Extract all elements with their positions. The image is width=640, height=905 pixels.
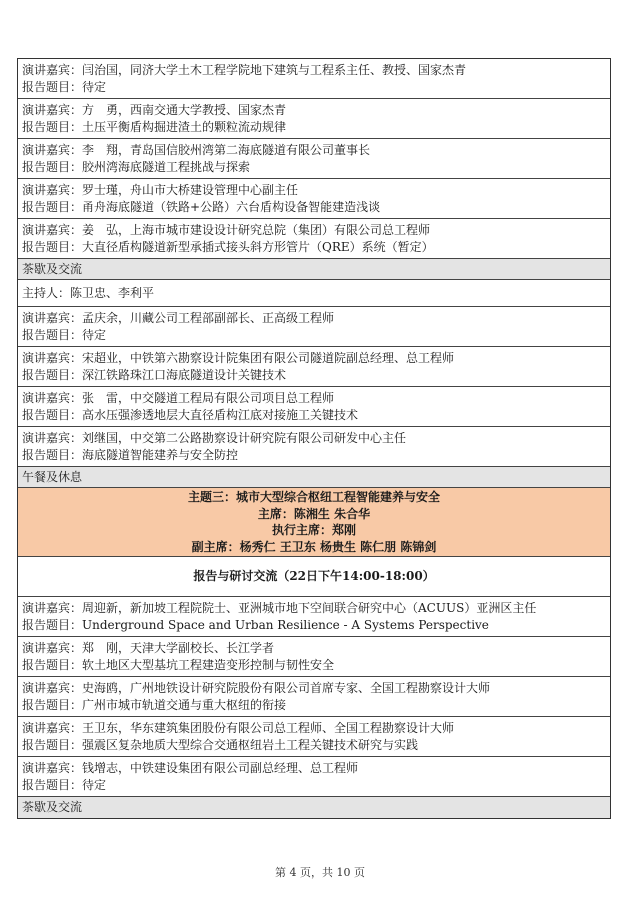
speaker-line <box>22 62 606 79</box>
topic-label: 报告题目： <box>22 240 83 254</box>
topic-label: 报告题目： <box>22 328 83 342</box>
speaker-row <box>18 597 610 637</box>
speaker-name: 方 勇，西南交通大学教授、国家杰青 <box>82 103 287 117</box>
topic-label: 报告题目： <box>22 448 83 462</box>
speaker-name: 史海鸥，广州地铁设计研究院股份有限公司首席专家、全国工程勘察设计大师 <box>82 681 491 695</box>
speaker-name: 钱增志，中铁建设集团有限公司副总经理、总工程师 <box>82 761 359 775</box>
topic-line <box>22 239 606 256</box>
break-label: 午餐及休息 <box>22 470 83 484</box>
theme-header <box>18 488 610 557</box>
speaker-row <box>18 717 610 757</box>
speaker-label: 演讲嘉宾： <box>22 391 83 405</box>
host-label: 主持人： <box>22 286 71 300</box>
topic-line <box>22 199 606 216</box>
topic-line <box>22 159 606 176</box>
topic-label: 报告题目： <box>22 698 83 712</box>
speaker-line <box>22 182 606 199</box>
speaker-name: 周迎新，新加坡工程院院士、亚洲城市地下空间联合研究中心（ACUUS）亚洲区主任 <box>82 601 537 615</box>
topic-label: 报告题目： <box>22 200 83 214</box>
speaker-label: 演讲嘉宾： <box>22 103 83 117</box>
theme-title: 主题三：城市大型综合枢纽工程智能建养与安全 <box>187 490 440 504</box>
vice-chair-line: 副主席：杨秀仁 王卫东 杨贵生 陈仁朋 陈锦剑 <box>191 539 437 554</box>
topic-line <box>22 737 606 754</box>
speaker-line <box>22 390 606 407</box>
topic-title: 深江铁路珠江口海底隧道设计关键技术 <box>82 368 287 382</box>
host-names: 陈卫忠、李利平 <box>70 286 155 300</box>
executive-chair-line: 执行主席：郑刚 <box>271 523 356 537</box>
speaker-name: 宋超业，中铁第六勘察设计院集团有限公司隧道院副总经理、总工程师 <box>82 351 455 365</box>
topic-title: 软土地区大型基坑工程建造变形控制与韧性安全 <box>82 658 335 672</box>
topic-line <box>22 697 606 714</box>
break-label: 茶歇及交流 <box>22 262 83 276</box>
break-row <box>18 797 610 818</box>
topic-label: 报告题目： <box>22 80 83 94</box>
topic-line <box>22 657 606 674</box>
speaker-name: 郑 刚，天津大学副校长、长江学者 <box>82 641 275 655</box>
speaker-name: 闫治国，同济大学土木工程学院地下建筑与工程系主任、教授、国家杰青 <box>82 63 467 77</box>
topic-line <box>22 367 606 384</box>
speaker-row <box>18 99 610 139</box>
speaker-name: 姜 弘，上海市城市建设设计研究总院（集团）有限公司总工程师 <box>82 223 431 237</box>
topic-title: 大直径盾构隧道新型承插式接头斜方形管片（QRE）系统（暂定） <box>82 240 434 254</box>
topic-title: 广州市城市轨道交通与重大枢纽的衔接 <box>82 698 287 712</box>
speaker-line <box>22 142 606 159</box>
topic-line <box>22 79 606 96</box>
topic-title: 待定 <box>82 80 107 94</box>
speaker-line <box>22 680 606 697</box>
speaker-line <box>22 222 606 239</box>
topic-line <box>22 407 606 424</box>
chair-line: 主席：陈湘生 朱合华 <box>257 506 371 521</box>
speaker-label: 演讲嘉宾： <box>22 641 83 655</box>
topic-line <box>22 119 606 136</box>
topic-title: 甬舟海底隧道（铁路+公路）六台盾构设备智能建造浅谈 <box>82 200 381 214</box>
topic-label: 报告题目： <box>22 368 83 382</box>
topic-line <box>22 777 606 794</box>
speaker-row <box>18 219 610 259</box>
program-table <box>17 58 611 819</box>
speaker-label: 演讲嘉宾： <box>22 761 83 775</box>
break-row <box>18 259 610 280</box>
speaker-name: 张 雷，中交隧道工程局有限公司项目总工程师 <box>82 391 335 405</box>
speaker-line <box>22 600 606 617</box>
speaker-label: 演讲嘉宾： <box>22 351 83 365</box>
session-title: 报告与研讨交流（22日下午14:00-18:00） <box>193 569 435 583</box>
topic-label: 报告题目： <box>22 738 83 752</box>
topic-title: 胶州湾海底隧道工程挑战与探索 <box>82 160 251 174</box>
topic-label: 报告题目： <box>22 778 83 792</box>
session-header <box>18 557 610 597</box>
break-row <box>18 467 610 488</box>
speaker-label: 演讲嘉宾： <box>22 63 83 77</box>
break-label: 茶歇及交流 <box>22 800 83 814</box>
speaker-label: 演讲嘉宾： <box>22 721 83 735</box>
topic-line <box>22 327 606 344</box>
speaker-row <box>18 347 610 387</box>
speaker-row <box>18 757 610 797</box>
speaker-line <box>22 350 606 367</box>
topic-line <box>22 447 606 464</box>
speaker-label: 演讲嘉宾： <box>22 311 83 325</box>
topic-title: 强震区复杂地质大型综合交通枢纽岩土工程关键技术研究与实践 <box>82 738 419 752</box>
speaker-label: 演讲嘉宾： <box>22 601 83 615</box>
speaker-row <box>18 637 610 677</box>
speaker-line <box>22 102 606 119</box>
topic-title: 土压平衡盾构掘进渣土的颗粒流动规律 <box>82 120 287 134</box>
topic-label: 报告题目： <box>22 408 83 422</box>
speaker-name: 刘继国，中交第二公路勘察设计研究院有限公司研发中心主任 <box>82 431 407 445</box>
page-footer: 第 4 页，共 10 页 <box>275 866 365 879</box>
speaker-row <box>18 307 610 347</box>
speaker-line <box>22 310 606 327</box>
speaker-label: 演讲嘉宾： <box>22 143 83 157</box>
topic-title: Underground Space and Urban Resilience - A Systems Perspective <box>82 618 489 632</box>
speaker-name: 孟庆余，川藏公司工程部副部长、正高级工程师 <box>82 311 335 325</box>
speaker-row <box>18 387 610 427</box>
host-row <box>18 280 610 307</box>
topic-label: 报告题目： <box>22 120 83 134</box>
speaker-row <box>18 179 610 219</box>
speaker-line <box>22 760 606 777</box>
topic-label: 报告题目： <box>22 658 83 672</box>
speaker-name: 罗士瑾，舟山市大桥建设管理中心副主任 <box>82 183 299 197</box>
speaker-name: 李 翔，青岛国信胶州湾第二海底隧道有限公司董事长 <box>82 143 371 157</box>
topic-title: 高水压强渗透地层大直径盾构江底对接施工关键技术 <box>82 408 359 422</box>
speaker-row <box>18 139 610 179</box>
speaker-name: 王卫东，华东建筑集团股份有限公司总工程师、全国工程勘察设计大师 <box>82 721 455 735</box>
speaker-label: 演讲嘉宾： <box>22 183 83 197</box>
topic-label: 报告题目： <box>22 618 83 632</box>
speaker-row <box>18 59 610 99</box>
speaker-row <box>18 427 610 467</box>
speaker-label: 演讲嘉宾： <box>22 223 83 237</box>
speaker-line <box>22 640 606 657</box>
speaker-label: 演讲嘉宾： <box>22 431 83 445</box>
speaker-line <box>22 720 606 737</box>
speaker-row <box>18 677 610 717</box>
topic-title: 待定 <box>82 778 107 792</box>
topic-line <box>22 617 606 634</box>
topic-label: 报告题目： <box>22 160 83 174</box>
speaker-line <box>22 430 606 447</box>
topic-title: 待定 <box>82 328 107 342</box>
speaker-label: 演讲嘉宾： <box>22 681 83 695</box>
topic-title: 海底隧道智能建养与安全防控 <box>82 448 239 462</box>
